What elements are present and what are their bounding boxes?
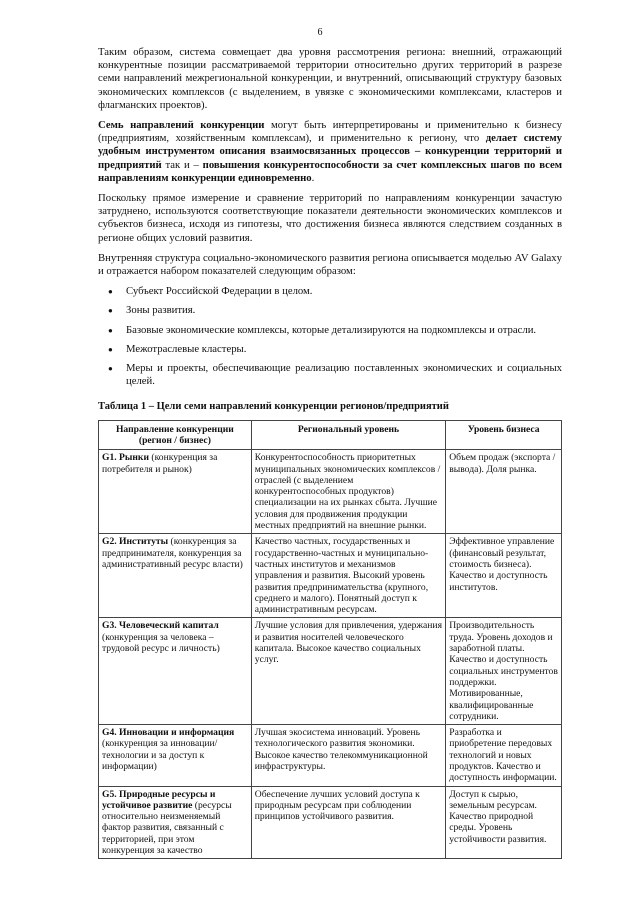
regional-cell: Лучшие условия для привлечения, удержания и развития носителей человеческого капитала. Высокое качество социальных услуг. xyxy=(251,618,445,725)
page-number: 6 xyxy=(317,27,323,38)
paragraph-structure: Внутренняя структура социально-экономического развития региона описывается моделью AV Galaxy и отражается набором показателей следующим образом: xyxy=(98,251,562,278)
direction-cell xyxy=(99,450,252,534)
direction-desc: (конкуренция за предпринимателя, конкуренция за административный ресурс власти) xyxy=(102,536,243,570)
direction-cell xyxy=(99,725,252,786)
direction-cell xyxy=(99,534,252,618)
bold-phrase: делает систему удобным инструментом описания взаимосвязанных процессов – конкуренции территорий и предприятий xyxy=(98,132,563,171)
direction-name: G3. Человеческий капитал xyxy=(102,620,219,632)
regional-cell: Лучшая экосистема инноваций. Уровень технологического развития экономики. Высокое качество телекоммуникационной инфраструктуры. xyxy=(251,725,445,786)
regional-cell: Конкурентоспособность приоритетных муниципальных экономических комплексов / отраслей (с выделением конкурентоспособных продуктов) специализации на их рынках сбыта. Лучшие условия для продвижения продукции местных предприятий на внешние рынки. xyxy=(251,450,445,534)
business-cell: Объем продаж (экспорта / вывода). Доля рынка. xyxy=(446,450,562,534)
table-row xyxy=(99,786,562,859)
text-span: могут быть интерпретированы и применительно к бизнесу (предприятиям, хозяйственным комплексам), и применительно к региону, что xyxy=(98,119,562,145)
bold-phrase: Семь направлений конкуренции xyxy=(98,119,265,132)
text-span: так и – xyxy=(161,158,203,171)
header-business: Уровень бизнеса xyxy=(446,420,562,450)
regional-cell: Качество частных, государственных и государственно-частных и муниципально-частных институтов и механизмов управления и развития. Высокий уровень развития предпринимательства (крупного, среднего и малого). Понятный доступ к административным ресурсам. xyxy=(251,534,445,618)
list-item: ● Межотраслевые кластеры. xyxy=(126,343,562,356)
paragraph-measurement: Поскольку прямое измерение и сравнение территорий по направлениям конкуренции зачастую затруднено, используются соответствующие показатели деятельности экономических комплексов и субъектов бизнеса, исходя из гипотезы, что достижения бизнеса являются следствием созданных в регионе общих условий развития. xyxy=(98,192,562,244)
business-cell: Доступ к сырью, земельным ресурсам. Качество природной среды. Уровень устойчивости развития. xyxy=(446,786,562,859)
table-row xyxy=(99,450,562,534)
text-span: . xyxy=(311,171,315,184)
direction-cell xyxy=(99,618,252,725)
business-cell: Эффективное управление (финансовый результат, стоимость бизнеса). Качество и доступность институтов. xyxy=(446,534,562,618)
bullet-list xyxy=(98,285,562,388)
list-item: ● Базовые экономические комплексы, которые детализируются на подкомплексы и отрасли. xyxy=(126,324,562,337)
direction-desc: (конкуренция за инновации/технологии и за доступ к информации) xyxy=(102,738,218,772)
list-item: ● Зоны развития. xyxy=(126,304,562,317)
direction-name: G1. Рынки xyxy=(102,452,149,464)
paragraph-seven-directions xyxy=(98,119,562,185)
paragraph-intro: Таким образом, система совмещает два уровня рассмотрения региона: внешний, отражающий конкурентные позиции рассматриваемой территории относительно других территорий в разрезе семи направлений межрегиональной конкуренции, и внутренний, описывающий структуру базовых экономических комплексов (с выделением, в увязке с экономическими комплексами, кластеров и флагманских проектов). xyxy=(98,46,562,111)
list-item: ● Меры и проекты, обеспечивающие реализацию поставленных экономических и социальных целей. xyxy=(126,362,562,388)
bold-phrase: повышения конкурентоспособности за счет комплексных шагов по всем направлениям конкуренции единовременно xyxy=(98,158,562,184)
header-regional: Региональный уровень xyxy=(251,420,445,450)
direction-name: G2. Институты xyxy=(102,536,169,548)
table-row xyxy=(99,618,562,725)
table-row xyxy=(99,725,562,786)
direction-desc: (конкуренция за потребителя и рынок) xyxy=(102,452,218,475)
direction-name: G5. Природные ресурсы и устойчивое развитие xyxy=(102,788,216,811)
document-body xyxy=(98,46,562,859)
table-row xyxy=(99,534,562,618)
list-item: ● Субъект Российской Федерации в целом. xyxy=(126,285,562,298)
table-header-row xyxy=(99,420,562,450)
direction-cell xyxy=(99,786,252,859)
table-title: Таблица 1 – Цели семи направлений конкуренции регионов/предприятий xyxy=(98,401,449,413)
competition-goals-table xyxy=(98,420,562,860)
header-direction: Направление конкуренции (регион / бизнес) xyxy=(99,420,252,450)
business-cell: Разработка и приобретение передовых технологий и новых продуктов. Качество и доступность информации. xyxy=(446,725,562,786)
business-cell: Производительность труда. Уровень доходов и заработной платы. Качество и доступность социальных инструментов поддержки. Мотивированные, квалифицированные сотрудники. xyxy=(446,618,562,725)
direction-desc: (ресурсы относительно неизменяемый фактор развития, связанный с территорией, при этом конкуренция за качество xyxy=(102,799,232,857)
direction-desc: (конкуренция за человека – трудовой ресурс и личность) xyxy=(102,631,220,655)
regional-cell: Обеспечение лучших условий доступа к природным ресурсам при соблюдении принципов устойчивого развития. xyxy=(251,786,445,859)
direction-name: G4. Инновации и информация xyxy=(102,727,235,739)
